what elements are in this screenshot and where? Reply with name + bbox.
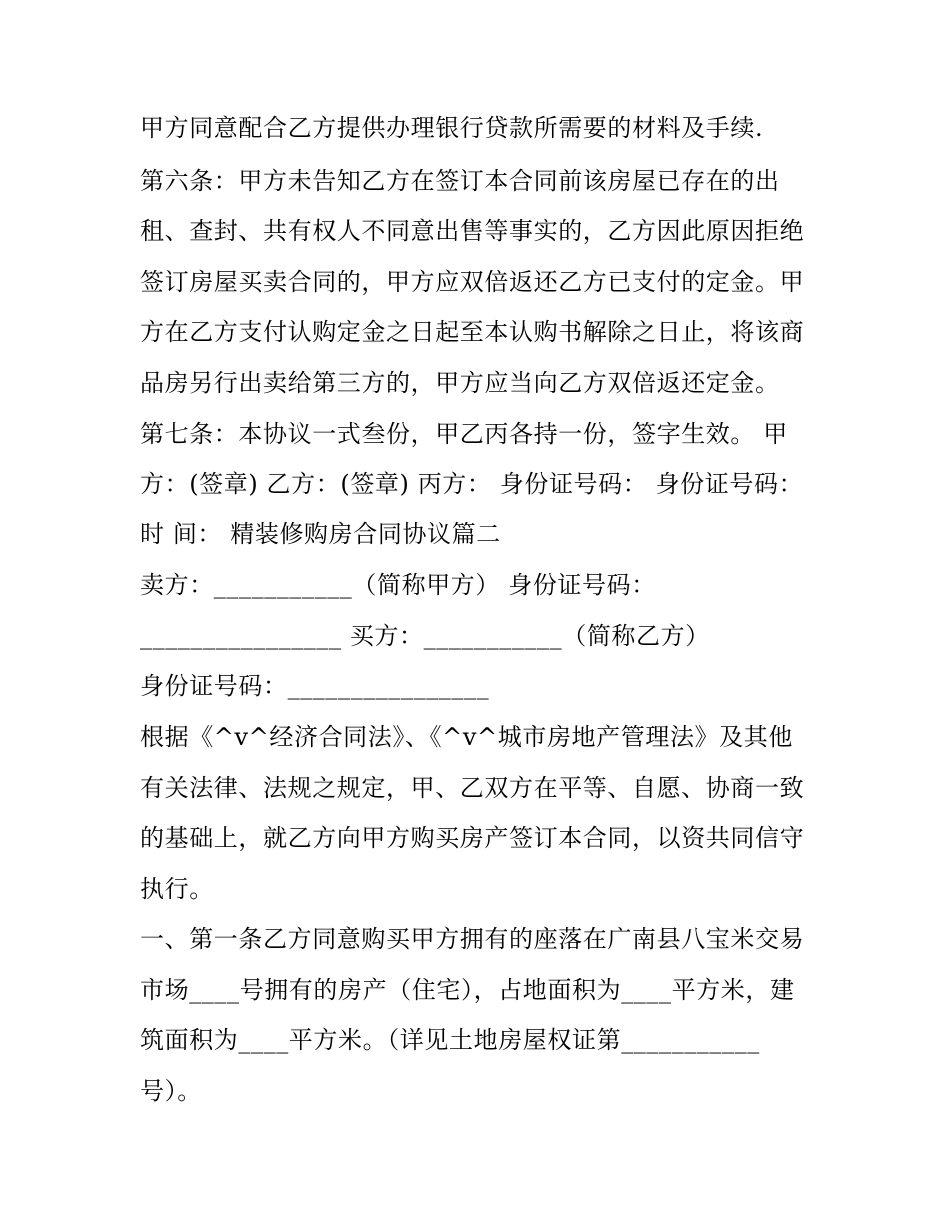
text-line: 号）。 (140, 1077, 202, 1105)
text-line: ________________ 买方：___________（简称乙方） (140, 622, 710, 650)
text-line: 签订房屋买卖合同的，甲方应双倍返还乙方已支付的定金。甲 (140, 268, 805, 296)
text-line: 根据《^v^经济合同法》、《^v^城市房地产管理法》及其他 (140, 723, 793, 751)
text-line: 第六条：甲方未告知乙方在签订本合同前该房屋已存在的出 (140, 167, 780, 195)
text-line: 有关法律、法规之规定，甲、乙双方在平等、自愿、协商一致 (140, 774, 805, 802)
text-line: 时 间： 精装修购房合同协议篇二 (140, 520, 501, 548)
text-line: 市场____号拥有的房产（住宅），占地面积为____平方米，建 (140, 976, 795, 1004)
text-line: 执行。 (140, 875, 214, 903)
text-line: 筑面积为____平方米。（详见土地房屋权证第___________ (140, 1026, 760, 1054)
text-line: 方：(签章) 乙方：(签章) 丙方： 身份证号码： 身份证号码： (140, 470, 804, 498)
text-line: 甲方同意配合乙方提供办理银行贷款所需要的材料及手续. (140, 114, 764, 142)
text-line: 的基础上，就乙方向甲方购买房产签订本合同，以资共同信守 (140, 824, 805, 852)
text-line: 品房另行出卖给第三方的，甲方应当向乙方双倍返还定金。 (140, 369, 780, 397)
text-line: 方在乙方支付认购定金之日起至本认购书解除之日止，将该商 (140, 318, 805, 346)
text-line: 一、第一条乙方同意购买甲方拥有的座落在广南县八宝米交易 (140, 925, 805, 953)
text-line: 身份证号码：________________ (140, 672, 490, 700)
text-line: 第七条：本协议一式叁份，甲乙丙各持一份，签字生效。 甲 (140, 420, 788, 448)
text-line: 卖方：___________（简称甲方） 身份证号码： (140, 571, 656, 599)
text-line: 租、查封、共有权人不同意出售等事实的，乙方因此原因拒绝 (140, 217, 805, 245)
